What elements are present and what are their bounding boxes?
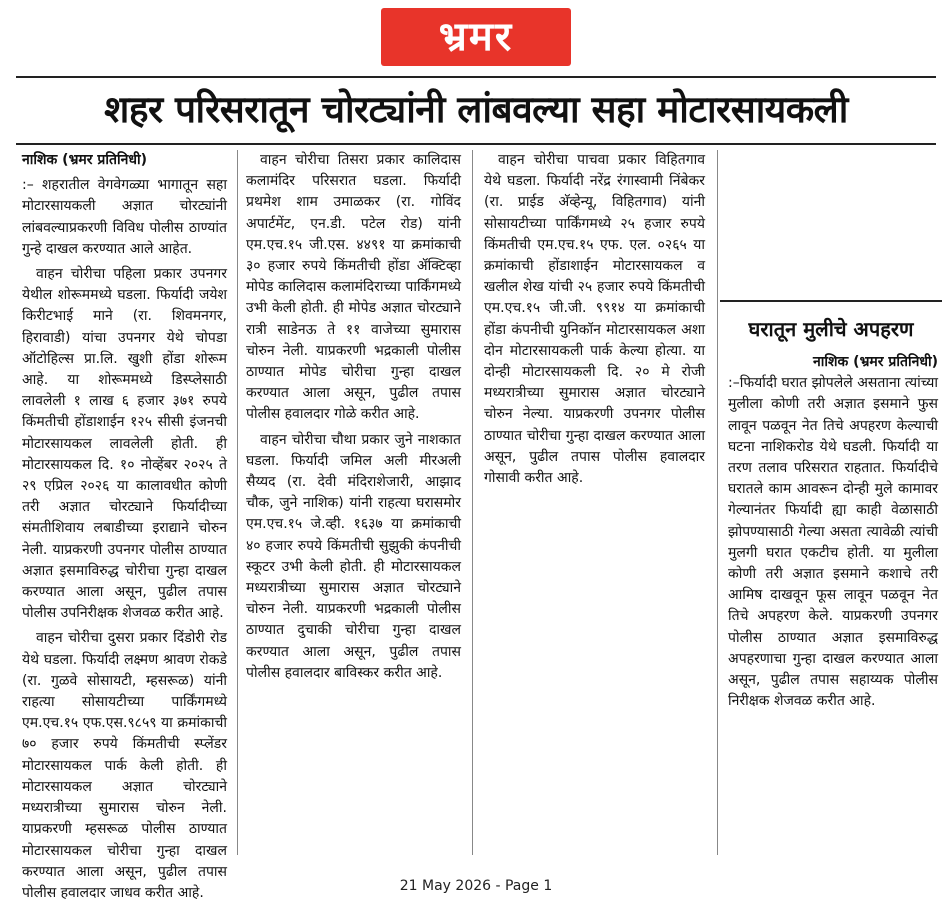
article-paragraph-5: वाहन चोरीचा पाचवा प्रकार विहितगाव येथे घडला. फिर्यादी नरेंद्र रंगास्वामी निंबेकर (रा. प्राईड अ‍ॅव्हेन्यू, विहितगाव) यांनी सोसायटीच्या पार्किंगमध्ये २५ हजार रुपये किंमतीची एम.एच.१५ एफ. एल. ०२६५ या क्रमांकाची होंडाशाईन मोटारसायकल व खलील शेख यांची २५ हजार रुपये किंमतीची एम.एच.१५ जी.जी. ९९१४ या क्रमांकाची होंडा कंपनीची युनिकॉन मोटारसायकल अशा दोन मोटारसायकली पार्क केल्या होत्या. या दोन्ही मोटारसायकली दि. २० मे रोजी मध्यरात्रीच्या सुमारास अज्ञात चोरट्याने चोरुन नेल्या. याप्रकरणी उपनगर पोलीस ठाण्यात चोरीचा गुन्हा दाखल करण्यात आला असून, पुढील तपास पोलीस हवालदार गोसावी करीत आहे. [484,152,705,487]
headline-rule [16,143,936,145]
column-divider [237,150,238,855]
article-byline-para [22,150,227,171]
side-story-byline: नाशिक (भ्रमर प्रतिनिधी) [813,354,938,370]
article-column-1 [22,150,227,901]
article-lead: :– शहरातील वेगवेगळ्या भागातून सहा मोटारसायकली अज्ञात चोरट्यांनी लांबवल्याप्रकरणी विविध पोलीस ठाण्यांत गुन्हे दाखल करण्यात आले आहेत. [22,177,227,257]
side-story-headline: घरातून मुलीचे अपहरण [748,317,914,341]
page-footer: 21 May 2026 - Page 1 [399,878,553,894]
article-column-2 [246,150,461,855]
article-paragraph-3: वाहन चोरीचा तिसरा प्रकार कालिदास कलामंदिर परिसरात घडला. फिर्यादी प्रथमेश शाम उमाळकर (रा. गोविंद अपार्टमेंट, एन.डी. पटेल रोड) यांनी एम.एच.१५ जी.एस. ४४९१ या क्रमांकाची ३० हजार रुपये किंमतीची होंडा ॲक्टिव्हा मोपेड कालिदास कलामंदिराच्या पार्किंगमध्ये उभी केली होती. ही मोपेड अज्ञात चोरट्याने रात्री साडेनऊ ते ११ वाजेच्या सुमारास चोरुन नेली. याप्रकरणी भद्रकाली पोलीस ठाण्यात मोपेड चोरीचा गुन्हा दाखल करण्यात आला असून, पुढील तपास पोलीस हवालदार गोळे करीत आहे. [246,152,461,423]
article-column-3 [484,150,705,855]
side-story-rule [720,300,942,302]
article-byline: नाशिक (भ्रमर प्रतिनिधी) [22,152,147,168]
column-divider [717,150,718,855]
side-story-text: :–फिर्यादी घरात झोपलेले असताना त्यांच्या मुलीला कोणी तरी अज्ञात इसमाने फुस लावून पळवून नेत तिचे अपहरण केल्याची घटना नाशिकरोड येथे घडली. फिर्यादी या तरण तलाव परिसरात राहतात. फिर्यादीचे घरातले काम आवरून दोन्ही मुले कामावर गेल्यानंतर फिर्यादी ह्या काही वेळासाठी झोपण्यासाठी गेल्या असता त्यावेळी त्यांची मुलगी घरात एकटीच होती. या मुलीला कोणी तरी अज्ञात इसमाने कशाचे तरी आमिष दाखवून फूस लावून पळवून नेत तिचे अपहरण केले. याप्रकरणी उपनगर पोलीस ठाण्यात अज्ञात इसमाविरुद्ध अपहरणाचा गुन्हा दाखल करण्यात आला असून, पुढील तपास सहाय्यक पोलीस निरीक्षक शेजवळ करीत आहे. [728,375,938,710]
column-divider [472,150,473,855]
masthead [0,0,952,74]
article-paragraph-4: वाहन चोरीचा चौथा प्रकार जुने नाशकात घडला. फिर्यादी जमिल अली मीरअली सैय्यद (रा. देवी मंदिराशेजारी, आझाद चौक, जुने नाशिक) यांनी राहत्या घरासमोर एम.एच.१५ जे.व्ही. १६३७ या क्रमांकाची ४० हजार रुपये किंमतीची सुझुकी कंपनीची स्कूटर उभी केली होती. ही मोटारसायकल मध्यरात्रीच्या सुमारास अज्ञात चोरट्याने चोरुन नेली. याप्रकरणी भद्रकाली पोलीस ठाण्यात दुचाकी चोरीचा गुन्हा दाखल करण्यात आला असून, पुढील तपास पोलीस हवालदार बाविस्कर करीत आहे. [246,431,461,681]
article-paragraph-1: वाहन चोरीचा पहिला प्रकार उपनगर येथील शोरूममध्ये घडला. फिर्यादी जयेश किरीटभाई माने (रा. शिवमनगर, हिरावाडी) यांचा उपनगर येथे चोपडा ऑटोहिल्स प्रा.लि. खुशी होंडा शोरूम आहे. या शोरूममध्ये डिस्प्लेसाठी लावलेली १ लाख ६ हजार ३७१ रुपये किंमतीची होंडाशाईन १२५ सीसी इंजनची मोटारसायकल लावलेली होती. ही मोटारसायकल दि. १० नोव्हेंबर २०२५ ते २९ एप्रिल २०२६ या कालावधीत कोणी तरी अज्ञात चोरट्याने फिर्यादीच्या संमतीशिवाय लबाडीच्या इराद्याने चोरुन नेली. याप्रकरणी उपनगर पोलीस ठाण्यात अज्ञात इसमाविरुद्ध चोरीचा गुन्हा दाखल करण्यात आला असून, पुढील तपास पोलीस उपनिरीक्षक शेजवळ करीत आहे. [22,266,227,622]
newspaper-logo: भ्रमर [381,8,571,66]
article-paragraph-2: वाहन चोरीचा दुसरा प्रकार दिंडोरी रोड येथे घडला. फिर्यादी लक्ष्मण श्रावण रोकडे (रा. गुळवे सोसायटी, म्हसरूळ) यांनी राहत्या सोसायटीच्या पार्किंगमध्ये एम.एच.१५ एफ.एस.९८५९ या क्रमांकाची ७० हजार रुपये किंमतीची स्प्लेंडर मोटारसायकल पार्क केली होती. ही मोटारसायकल अज्ञात चोरट्याने मध्यरात्रीच्या सुमारास चोरुन नेली. याप्रकरणी म्हसरूळ पोलीस ठाण्यात मोटारसायकल चोरीचा गुन्हा दाखल करण्यात आला असून, पुढील तपास पोलीस हवालदार जाधव करीत आहे. [22,630,227,901]
main-headline: शहर परिसरातून चोरट्यांनी लांबवल्या सहा मोटारसायकली [104,88,848,131]
top-rule [16,76,936,78]
side-story-body [728,352,938,852]
